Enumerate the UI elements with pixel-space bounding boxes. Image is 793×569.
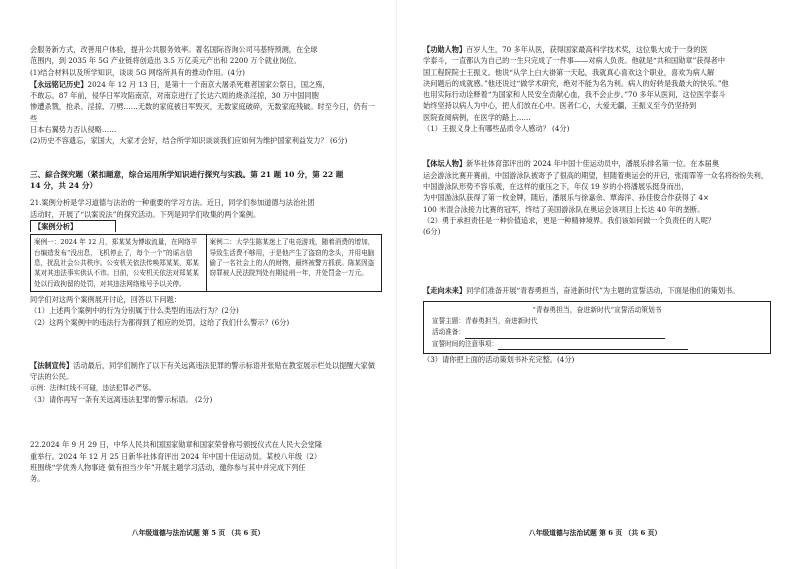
merit-line: 也用实际行动诠释着“为国家和人民安全贡献心血，我不会止步。”70 多年从医间，这位医学泰斗 <box>423 90 726 100</box>
section-3-title-cont: 14 分，共 24 分） <box>30 180 98 190</box>
history-line: 惨遭杀戮，抢杀、淫掠、刀劈……无数的家庭被日军毁灭，无数家庭破碎，无数家庭残破。时至今日，仍有一些 <box>30 102 376 123</box>
question-2-score: (6分) <box>423 227 441 237</box>
merit-label: 【功勋人物】 <box>423 45 467 54</box>
question-3: （3）请你把上面的活动策划书补充完整。(4分) <box>423 354 575 364</box>
law-label: 【法制宣传】 <box>30 361 74 371</box>
merit-line: 决问题后的成就感。”他还说过“做学术研究，绝对不能为名为利。病人的好转是我最大的快乐。”他 <box>423 78 729 88</box>
plan-prep: 活动准备： <box>432 327 762 338</box>
sport-line: 中国游泳队形势不容乐观，在这样的重压之下，年仅 19 岁的小将潘展乐挺身而出， <box>423 181 689 191</box>
merit-paragraph: 【功勋人物】百岁人生，70 多年从医，获得国家最高科学技术奖，这位集大成于一身的医 <box>423 45 708 54</box>
sport-line: 为中国游泳队获得了第一枚金牌，随后，潘展乐与徐嘉余、覃海洋、孙佳俊合作获得了 4× <box>423 193 710 203</box>
q21-discussion: 同学们对这两个案例展开讨论，回答以下问题： <box>30 295 181 305</box>
plan-oath-notes: 宣誓时间的注意事项： <box>432 339 762 350</box>
page-6-content <box>423 44 771 365</box>
sport-line: 100 米混合泳接力比赛的冠军，终结了美国游泳队在奥运会该项目上长达 40 年的垄断。 <box>423 204 705 214</box>
q22-line: 班围绕“学优秀人物事迹 做有担当少年”开展主题学习活动，邀你参与其中并完成下列任 <box>30 462 306 472</box>
prep-blank[interactable] <box>465 330 665 339</box>
merit-line: 国工程院院士王振义。他说“从学上白大褂第一天起，我就真心喜欢这个职业，喜欢为病人解 <box>423 67 715 77</box>
future-label: 【走向未来】 <box>423 286 467 296</box>
law-paragraph: 【法制宣传】活动最后，同学们制作了以下有关远离违法犯罪的警示标语并张贴在教室展示栏处以提醒大家做守法的公民。 <box>30 361 376 382</box>
q21-part-1: （1）上述两个案例中的行为分别属于什么类型的违法行为？(2分) <box>30 306 239 316</box>
q21-part-3: （3）请你再写一条有关远离违法犯罪的警示标语。 (2分) <box>30 394 213 404</box>
q21-intro-cont: 活动时，开展了“以案说法”的探究活动。下列是同学们收集的两个案例。 <box>30 209 261 219</box>
history-paragraph: 【永远铭记历史】2024 年 12 月 13 日，是第十一个南京大屠杀死难者国家公祭日，国之殇， <box>30 79 330 89</box>
intro-line: 范围内，到 2035 年 5G 产业链将创造出 3.5 万亿美元产出和 2200 万个就业岗位。 <box>30 56 301 66</box>
page-5 <box>0 0 396 569</box>
question-2: (2)历史不容遗忘，家国大，大家才会好，结合所学知识谈谈我们应如何为维护国家利益发力？ (6分) <box>30 136 348 146</box>
section-3-title: 三、綜合探究题（紧扣题意，综合运用所学知识进行探究与实践。第 21 题 10 分，第 22 题 <box>30 169 344 179</box>
question-1: (1)结合材料以及所学知识，谈谈 5G 网络所具有的推动作用。(4分) <box>30 67 245 77</box>
q22-line: 22.2024 年 9 月 29 日，中华人民共和国国家勋章和国家荣誉称号颁授仪式在人民大会堂隆 <box>30 440 323 450</box>
history-label: 【永远铭记历史】 <box>30 79 88 89</box>
case-table <box>30 234 382 292</box>
case-2: 案例二：大学生陈某迷上了电竞游戏，随着消费的增加，导致生活费不够用，于是他产生了盗窃的念头，并用电脑偷了一名社会上的人的财物，最终被警方抓获。陈某因盗窃罪被人民法院判处有期徒刑一年，并处罚金一万元。 <box>206 235 382 291</box>
sport-paragraph: 【体坛人物】新华社体育部评出的 2024 年中国十佳运动员中，潘展乐排名第一位。在本届奥 <box>423 159 720 169</box>
q22-line: 重举行。2024 年 12 月 25 日新华社体育评出 2024 年中国十佳运动员。某校八年级（2） <box>30 451 322 461</box>
merit-line: 医院查阅病例，在医学的路上…… <box>423 112 531 122</box>
plan-theme: 宣誓主题：青春勇担当，奋进新时代 <box>432 317 538 326</box>
question-2: （2）勇于承担责任是一种价值追求，更是一种精神境界。我们该如何做一个负责任的人呢？ <box>423 215 716 225</box>
q22-line: 务。 <box>30 474 45 484</box>
page-5-footer: 八年级道德与法治试题 第 5 页 （共 6 页） <box>131 528 265 537</box>
plan-title: “青春勇担当，奋进新时代”宣誓活动策划书 <box>532 305 662 314</box>
history-line: 不敢忘。87 年前，侵华日军攻陷南京，对南京进行了长达六周的烧杀淫掠，30 万中国同胞 <box>30 91 319 101</box>
case-1: 案例一：2024 年 12 月，郑某某为博取流量，在网络平台编造发布“没出息，飞机停止了，每个一个”的谣言信息，扰乱社会公共秩序。公安机关依法传唤郑某某，郑某某对其违法事实供认不讳。目前，公安机关依法对郑某某处以行政拘留的处罚，对其违法网络账号予以关停。 <box>34 238 199 288</box>
merit-line: 学泰斗，一直都认为自己的一生只完成了一件事——对病人负责。他就是“共和国勋章”获得者中 <box>423 56 726 66</box>
question-1: （1）王振义身上有哪些品质令人感动？ (4分) <box>423 124 570 134</box>
q21-part-2: （2）这两个案例中的违法行为都得到了相应的处罚，这给了我们什么警示？(6分) <box>30 317 290 327</box>
q21-intro: 21.案例分析是学习道德与法治的一种重要的学习方法。近日，同学们参加道德与法治社团 <box>30 198 315 208</box>
case-analysis-header: 【案例分析】 <box>30 220 116 232</box>
activity-plan-box <box>423 301 771 354</box>
merit-line: 始终坚持以病人为中心，把人们放在心中。医者仁心，大爱无疆，王振义至今仍坚持到 <box>423 101 697 111</box>
future-paragraph: 【走向未来】同学们准备开展“青春勇担当，奋进新时代”为主题的宣誓活动，下面是他们的策划书。 <box>423 286 740 296</box>
oath-notes-blank[interactable] <box>498 341 688 350</box>
slogan-example: 示例：法律红线不可碰，违法犯罪必严惩。 <box>30 383 156 392</box>
page-6 <box>397 0 793 569</box>
sport-label: 【体坛人物】 <box>423 159 467 169</box>
page-6-footer: 八年级道德与法治试题 第 6 页 （共 6 页） <box>528 528 662 537</box>
page-5-content <box>30 44 382 484</box>
sport-line: 运会游泳比赛开赛前，中国游泳队被寄予了很高的期望，但随着奥运会的开启，张雨霏等一众名将纷纷失利， <box>423 170 769 180</box>
intro-line: 会服务新方式，改善用户体验，提升公共服务效率。著名国际咨询公司马基特预测，在全球 <box>30 45 318 54</box>
history-line: 日本右翼势力否认侵略…… <box>30 125 117 135</box>
